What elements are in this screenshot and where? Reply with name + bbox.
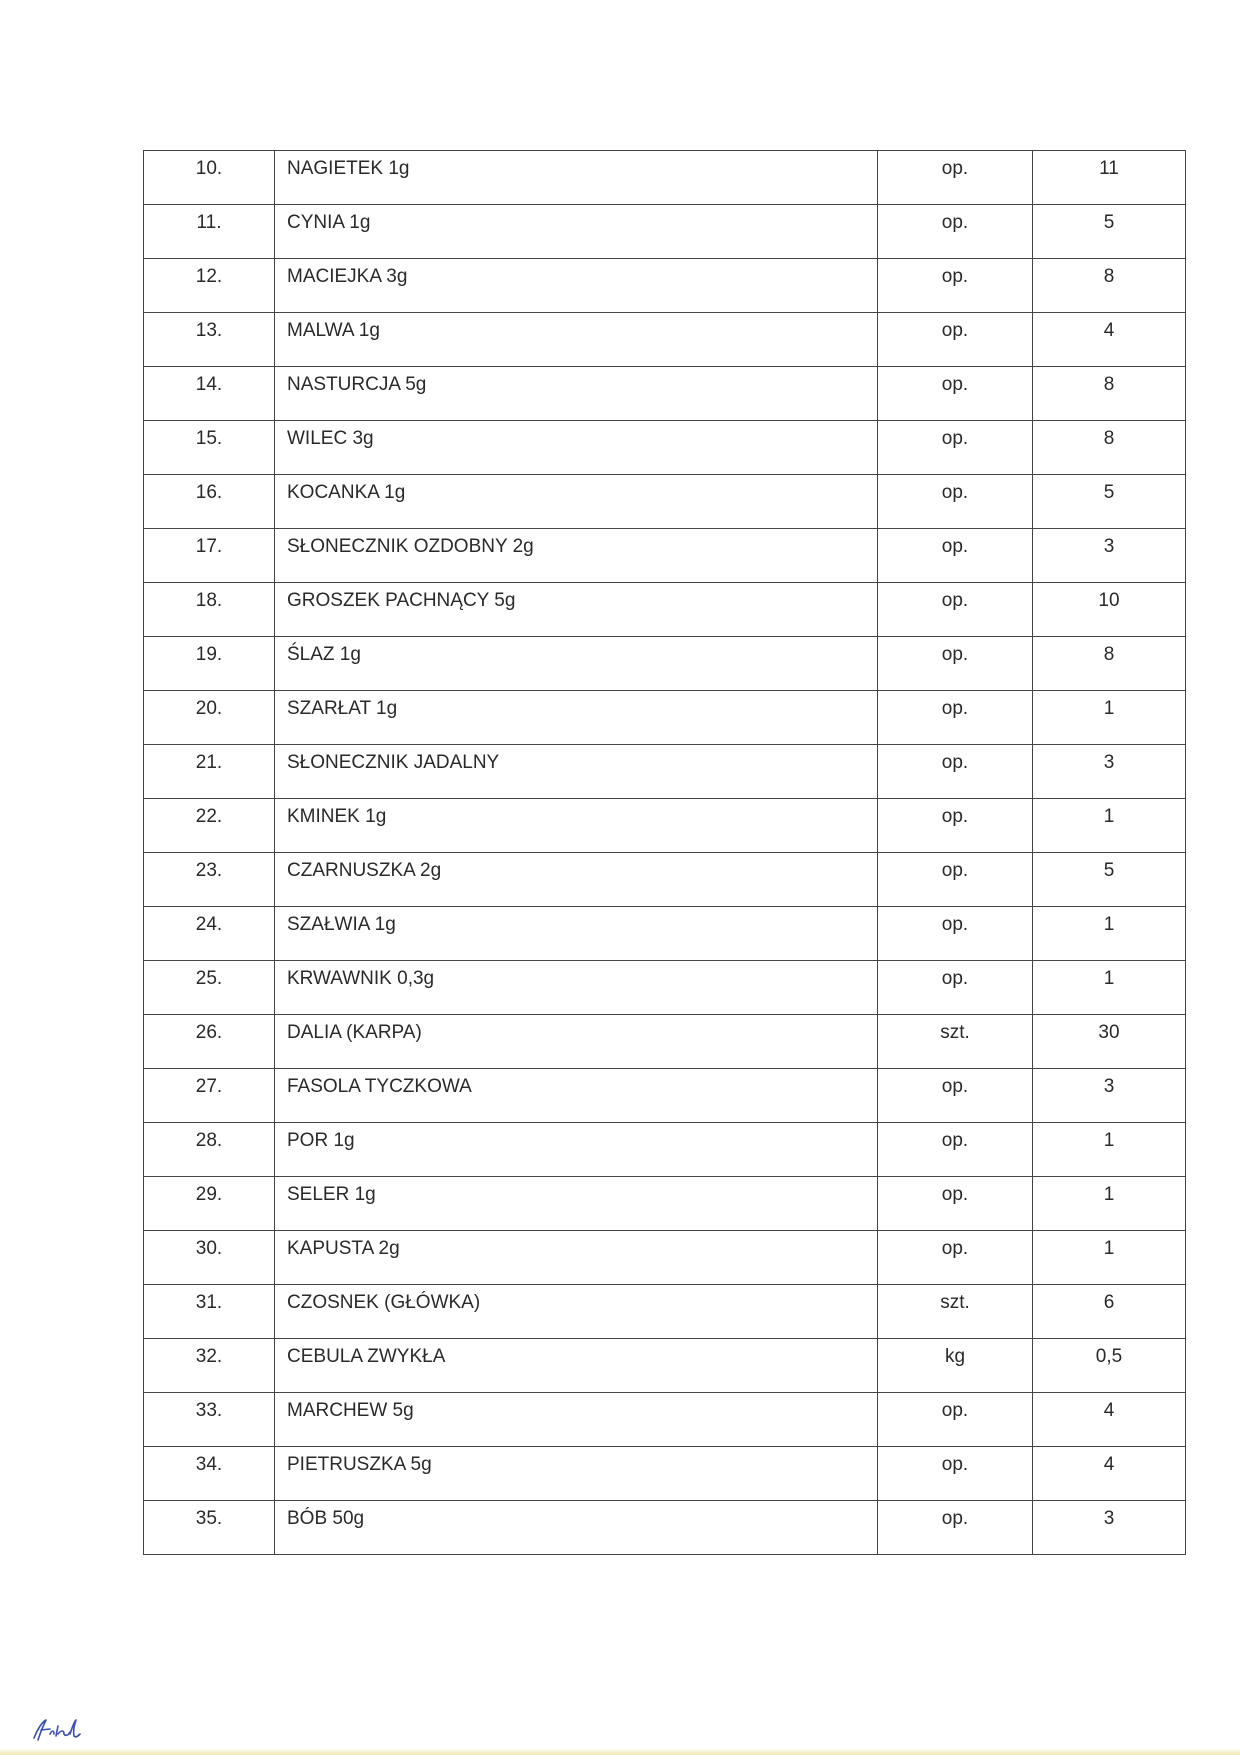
- row-number: 30.: [195, 1238, 223, 1259]
- item-name-cell: [275, 529, 878, 583]
- item-quantity-cell: [1033, 1069, 1186, 1123]
- item-unit-cell: [878, 475, 1033, 529]
- row-number-cell: [144, 151, 275, 205]
- item-name: KRWAWNIK 0,3g: [287, 968, 435, 989]
- item-name-cell: [275, 1231, 878, 1285]
- row-number-cell: [144, 853, 275, 907]
- items-table: [143, 150, 1186, 1555]
- item-unit-cell: [878, 529, 1033, 583]
- item-unit: op.: [941, 1076, 969, 1097]
- item-quantity: 1: [1103, 914, 1115, 935]
- item-quantity: 10: [1098, 590, 1120, 611]
- item-name: CYNIA 1g: [287, 212, 371, 233]
- row-number-cell: [144, 1393, 275, 1447]
- item-unit-cell: [878, 1015, 1033, 1069]
- item-unit-cell: [878, 1177, 1033, 1231]
- row-number: 35.: [195, 1508, 223, 1529]
- item-unit: op.: [941, 914, 969, 935]
- item-name: CZOSNEK (GŁÓWKA): [287, 1292, 481, 1313]
- item-unit: op.: [941, 374, 969, 395]
- item-unit: szt.: [940, 1292, 970, 1313]
- item-name: POR 1g: [287, 1130, 355, 1151]
- item-unit: szt.: [940, 1022, 970, 1043]
- row-number: 26.: [195, 1022, 223, 1043]
- item-unit: op.: [941, 158, 969, 179]
- table-row: [144, 745, 1186, 799]
- item-name-cell: [275, 475, 878, 529]
- item-name: ŚLAZ 1g: [287, 644, 361, 665]
- table-row: [144, 1393, 1186, 1447]
- item-unit-cell: [878, 1393, 1033, 1447]
- item-unit-cell: [878, 1123, 1033, 1177]
- table-row: [144, 637, 1186, 691]
- item-quantity-cell: [1033, 1501, 1186, 1555]
- row-number-cell: [144, 745, 275, 799]
- table-row: [144, 421, 1186, 475]
- item-name-cell: [275, 421, 878, 475]
- item-quantity-cell: [1033, 1339, 1186, 1393]
- row-number: 29.: [195, 1184, 223, 1205]
- row-number-cell: [144, 1501, 275, 1555]
- item-name-cell: [275, 313, 878, 367]
- item-unit: op.: [941, 644, 969, 665]
- table-row: [144, 583, 1186, 637]
- item-unit: op.: [941, 1454, 969, 1475]
- item-quantity: 1: [1103, 1238, 1115, 1259]
- item-name-cell: [275, 691, 878, 745]
- item-quantity-cell: [1033, 1177, 1186, 1231]
- item-quantity-cell: [1033, 475, 1186, 529]
- item-quantity: 8: [1103, 266, 1115, 287]
- item-name: KAPUSTA 2g: [287, 1238, 400, 1259]
- item-unit-cell: [878, 1447, 1033, 1501]
- item-quantity-cell: [1033, 583, 1186, 637]
- item-name: SZARŁAT 1g: [287, 698, 398, 719]
- item-quantity: 3: [1103, 752, 1115, 773]
- table-row: [144, 907, 1186, 961]
- items-table-body: [144, 151, 1186, 1555]
- item-unit: op.: [941, 806, 969, 827]
- row-number-cell: [144, 475, 275, 529]
- item-unit-cell: [878, 583, 1033, 637]
- item-unit-cell: [878, 961, 1033, 1015]
- item-quantity: 3: [1103, 536, 1115, 557]
- item-quantity: 8: [1103, 374, 1115, 395]
- item-quantity-cell: [1033, 1123, 1186, 1177]
- item-unit: op.: [941, 752, 969, 773]
- row-number-cell: [144, 691, 275, 745]
- item-name-cell: [275, 205, 878, 259]
- table-row: [144, 367, 1186, 421]
- table-row: [144, 475, 1186, 529]
- row-number-cell: [144, 205, 275, 259]
- item-name: SŁONECZNIK JADALNY: [287, 752, 500, 773]
- item-name: CEBULA ZWYKŁA: [287, 1346, 446, 1367]
- item-unit: op.: [941, 428, 969, 449]
- item-unit: op.: [941, 1184, 969, 1205]
- item-name-cell: [275, 1501, 878, 1555]
- item-unit-cell: [878, 1285, 1033, 1339]
- table-row: [144, 691, 1186, 745]
- item-quantity-cell: [1033, 1015, 1186, 1069]
- item-unit-cell: [878, 691, 1033, 745]
- item-unit-cell: [878, 367, 1033, 421]
- item-quantity: 3: [1103, 1508, 1115, 1529]
- item-unit-cell: [878, 259, 1033, 313]
- item-quantity-cell: [1033, 1447, 1186, 1501]
- item-quantity-cell: [1033, 637, 1186, 691]
- row-number: 33.: [195, 1400, 223, 1421]
- row-number: 17.: [195, 536, 223, 557]
- row-number: 31.: [195, 1292, 223, 1313]
- row-number-cell: [144, 1339, 275, 1393]
- item-quantity-cell: [1033, 259, 1186, 313]
- item-name-cell: [275, 853, 878, 907]
- item-unit-cell: [878, 421, 1033, 475]
- item-quantity: 1: [1103, 968, 1115, 989]
- item-name-cell: [275, 1447, 878, 1501]
- item-name: WILEC 3g: [287, 428, 374, 449]
- item-unit-cell: [878, 907, 1033, 961]
- item-quantity-cell: [1033, 529, 1186, 583]
- item-name: KOCANKA 1g: [287, 482, 406, 503]
- item-name-cell: [275, 151, 878, 205]
- row-number-cell: [144, 1447, 275, 1501]
- item-quantity: 5: [1103, 212, 1115, 233]
- item-quantity: 0,5: [1095, 1346, 1123, 1367]
- item-quantity: 1: [1103, 1184, 1115, 1205]
- row-number-cell: [144, 1123, 275, 1177]
- row-number: 27.: [195, 1076, 223, 1097]
- row-number-cell: [144, 259, 275, 313]
- item-quantity: 3: [1103, 1076, 1115, 1097]
- item-name: NASTURCJA 5g: [287, 374, 427, 395]
- row-number: 28.: [195, 1130, 223, 1151]
- item-name-cell: [275, 1015, 878, 1069]
- item-quantity: 1: [1103, 698, 1115, 719]
- item-name: GROSZEK PACHNĄCY 5g: [287, 590, 516, 611]
- item-name: CZARNUSZKA 2g: [287, 860, 442, 881]
- item-quantity: 8: [1103, 644, 1115, 665]
- item-quantity-cell: [1033, 421, 1186, 475]
- row-number-cell: [144, 1231, 275, 1285]
- row-number-cell: [144, 583, 275, 637]
- item-unit-cell: [878, 1339, 1033, 1393]
- item-quantity: 8: [1103, 428, 1115, 449]
- item-quantity-cell: [1033, 313, 1186, 367]
- row-number-cell: [144, 529, 275, 583]
- row-number-cell: [144, 1069, 275, 1123]
- item-quantity-cell: [1033, 151, 1186, 205]
- table-row: [144, 1015, 1186, 1069]
- table-row: [144, 1069, 1186, 1123]
- row-number-cell: [144, 907, 275, 961]
- item-quantity-cell: [1033, 691, 1186, 745]
- row-number: 24.: [195, 914, 223, 935]
- item-name-cell: [275, 907, 878, 961]
- row-number: 34.: [195, 1454, 223, 1475]
- row-number-cell: [144, 961, 275, 1015]
- item-quantity: 4: [1103, 1400, 1115, 1421]
- table-row: [144, 313, 1186, 367]
- item-unit-cell: [878, 745, 1033, 799]
- item-name-cell: [275, 961, 878, 1015]
- item-unit-cell: [878, 1231, 1033, 1285]
- item-unit: op.: [941, 1508, 969, 1529]
- row-number-cell: [144, 1177, 275, 1231]
- item-name: PIETRUSZKA 5g: [287, 1454, 432, 1475]
- row-number: 10.: [195, 158, 223, 179]
- item-quantity: 5: [1103, 860, 1115, 881]
- row-number: 20.: [195, 698, 223, 719]
- item-unit: op.: [941, 482, 969, 503]
- item-name-cell: [275, 583, 878, 637]
- row-number: 18.: [195, 590, 223, 611]
- item-name-cell: [275, 637, 878, 691]
- item-unit-cell: [878, 313, 1033, 367]
- scan-edge: [0, 1748, 1240, 1755]
- row-number-cell: [144, 637, 275, 691]
- row-number: 12.: [195, 266, 223, 287]
- row-number: 16.: [195, 482, 223, 503]
- item-unit: op.: [941, 1238, 969, 1259]
- item-name-cell: [275, 259, 878, 313]
- item-quantity: 1: [1103, 1130, 1115, 1151]
- item-quantity-cell: [1033, 907, 1186, 961]
- item-unit-cell: [878, 205, 1033, 259]
- item-quantity-cell: [1033, 1231, 1186, 1285]
- item-quantity: 6: [1103, 1292, 1115, 1313]
- item-quantity-cell: [1033, 853, 1186, 907]
- item-name: BÓB 50g: [287, 1508, 365, 1529]
- table-row: [144, 1501, 1186, 1555]
- item-unit: op.: [941, 1130, 969, 1151]
- item-name-cell: [275, 1285, 878, 1339]
- item-quantity: 5: [1103, 482, 1115, 503]
- item-name: SELER 1g: [287, 1184, 376, 1205]
- row-number: 32.: [195, 1346, 223, 1367]
- item-unit: op.: [941, 266, 969, 287]
- table-row: [144, 529, 1186, 583]
- row-number-cell: [144, 367, 275, 421]
- row-number-cell: [144, 1285, 275, 1339]
- table-row: [144, 799, 1186, 853]
- item-quantity: 1: [1103, 806, 1115, 827]
- item-quantity-cell: [1033, 367, 1186, 421]
- item-unit-cell: [878, 151, 1033, 205]
- item-name-cell: [275, 367, 878, 421]
- item-name-cell: [275, 745, 878, 799]
- handwritten-signature: [28, 1712, 88, 1744]
- table-row: [144, 259, 1186, 313]
- row-number: 22.: [195, 806, 223, 827]
- row-number-cell: [144, 421, 275, 475]
- row-number: 21.: [195, 752, 223, 773]
- row-number-cell: [144, 313, 275, 367]
- item-unit: op.: [941, 536, 969, 557]
- row-number: 23.: [195, 860, 223, 881]
- item-quantity-cell: [1033, 1393, 1186, 1447]
- item-unit: op.: [941, 860, 969, 881]
- item-name: MACIEJKA 3g: [287, 266, 408, 287]
- row-number: 19.: [195, 644, 223, 665]
- item-quantity-cell: [1033, 205, 1186, 259]
- table-row: [144, 1339, 1186, 1393]
- item-quantity: 30: [1098, 1022, 1120, 1043]
- item-name: KMINEK 1g: [287, 806, 387, 827]
- item-unit: op.: [941, 698, 969, 719]
- table-row: [144, 1123, 1186, 1177]
- row-number-cell: [144, 799, 275, 853]
- item-quantity-cell: [1033, 799, 1186, 853]
- item-unit-cell: [878, 637, 1033, 691]
- item-name: DALIA (KARPA): [287, 1022, 422, 1043]
- item-unit-cell: [878, 853, 1033, 907]
- item-name-cell: [275, 799, 878, 853]
- item-name-cell: [275, 1069, 878, 1123]
- item-unit-cell: [878, 1501, 1033, 1555]
- item-name: SZAŁWIA 1g: [287, 914, 396, 935]
- row-number-cell: [144, 1015, 275, 1069]
- item-unit: op.: [941, 1400, 969, 1421]
- row-number: 15.: [195, 428, 223, 449]
- table-row: [144, 1447, 1186, 1501]
- item-name: MARCHEW 5g: [287, 1400, 414, 1421]
- table-row: [144, 151, 1186, 205]
- item-name: SŁONECZNIK OZDOBNY 2g: [287, 536, 534, 557]
- item-name: FASOLA TYCZKOWA: [287, 1076, 472, 1097]
- item-quantity-cell: [1033, 961, 1186, 1015]
- table-row: [144, 1231, 1186, 1285]
- item-name-cell: [275, 1393, 878, 1447]
- item-quantity: 4: [1103, 1454, 1115, 1475]
- table-row: [144, 853, 1186, 907]
- row-number: 14.: [195, 374, 223, 395]
- item-unit: kg: [944, 1346, 966, 1367]
- item-name-cell: [275, 1123, 878, 1177]
- item-name-cell: [275, 1339, 878, 1393]
- table-row: [144, 961, 1186, 1015]
- item-name: NAGIETEK 1g: [287, 158, 410, 179]
- row-number: 25.: [195, 968, 223, 989]
- item-unit: op.: [941, 590, 969, 611]
- row-number: 13.: [195, 320, 223, 341]
- item-unit-cell: [878, 799, 1033, 853]
- item-quantity-cell: [1033, 745, 1186, 799]
- table-row: [144, 1177, 1186, 1231]
- row-number: 11.: [196, 212, 222, 233]
- item-unit: op.: [941, 968, 969, 989]
- table-row: [144, 1285, 1186, 1339]
- item-name: MALWA 1g: [287, 320, 380, 341]
- item-unit: op.: [941, 320, 969, 341]
- item-quantity: 11: [1099, 158, 1119, 179]
- item-unit-cell: [878, 1069, 1033, 1123]
- item-quantity-cell: [1033, 1285, 1186, 1339]
- item-unit: op.: [941, 212, 969, 233]
- table-row: [144, 205, 1186, 259]
- item-quantity: 4: [1103, 320, 1115, 341]
- item-name-cell: [275, 1177, 878, 1231]
